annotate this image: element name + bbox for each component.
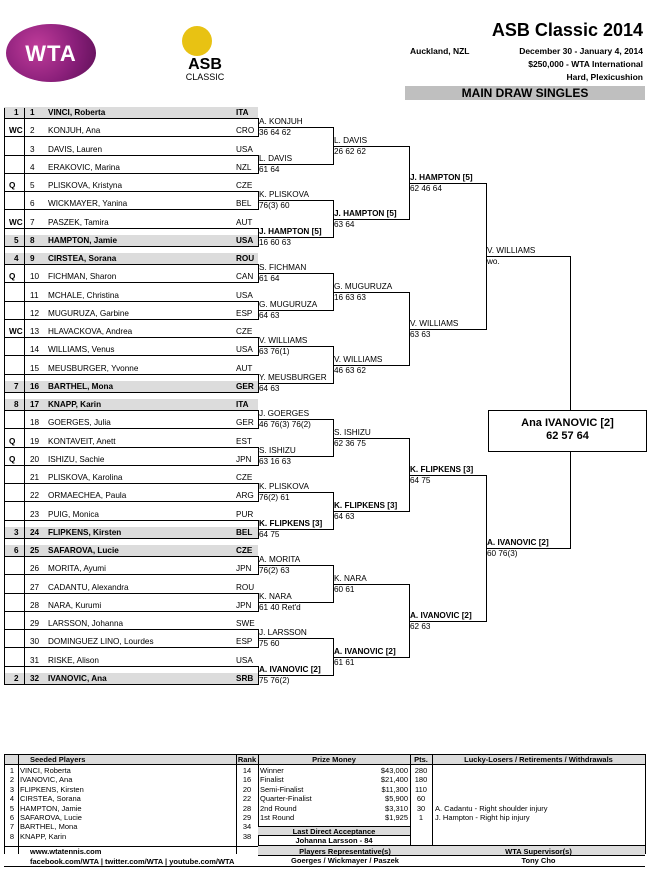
draw-position: 4	[30, 163, 35, 172]
draw-position: 32	[30, 674, 40, 683]
qf-score: 61 61	[334, 658, 355, 667]
r1-line	[4, 447, 258, 448]
champion-box	[488, 410, 647, 452]
draw-position: 19	[30, 437, 40, 446]
r2-winner-name: J. GOERGES	[259, 409, 310, 418]
qf-score: 64 63	[334, 512, 355, 521]
draw-position: 1	[30, 108, 35, 117]
qf-score: 46 63 62	[334, 366, 366, 375]
seed-list-rank: 14	[242, 766, 252, 775]
seed-row-highlight	[4, 673, 258, 684]
entry-type: WC	[9, 327, 23, 336]
qf-winner-name: L. DAVIS	[334, 136, 368, 145]
draw-position: 12	[30, 309, 40, 318]
players-rep-header: Players Representative(s)	[299, 847, 391, 856]
r1-line	[4, 337, 258, 338]
country-code: USA	[236, 656, 253, 665]
country-code: JPN	[236, 601, 252, 610]
country-code: CAN	[236, 272, 254, 281]
seed-list-name: VINCI, Roberta	[20, 766, 71, 775]
seed-row-highlight	[4, 399, 258, 410]
draw-position: 13	[30, 327, 40, 336]
country-code: ITA	[236, 400, 249, 409]
r2-winner-name: V. WILLIAMS	[259, 336, 308, 345]
r1-line	[4, 136, 258, 137]
country-code: GER	[236, 418, 254, 427]
r2-winner-name: A. KONJUH	[259, 117, 303, 126]
draw-position: 3	[30, 145, 35, 154]
sf-winner-name: A. IVANOVIC [2]	[410, 611, 472, 620]
seed-number: 8	[14, 400, 19, 409]
seed-number: 7	[14, 382, 19, 391]
champion-name: Ana IVANOVIC [2]	[521, 417, 614, 429]
seed-list-name: BARTHEL, Mona	[20, 822, 78, 832]
r2-winner-name: Y. MEUSBURGER	[259, 373, 327, 382]
tennis-ball-icon	[182, 26, 212, 56]
country-code: CRO	[236, 126, 255, 135]
r2-score: 61 40 Ret'd	[259, 603, 301, 612]
prize-amount: $1,925	[385, 813, 408, 822]
seed-list-name: HAMPTON, Jamie	[20, 803, 82, 813]
draw-position: 6	[30, 199, 35, 208]
qf-winner-name: K. FLIPKENS [3]	[334, 501, 398, 510]
prize-amount: $11,300	[381, 784, 408, 794]
player-name: WICKMAYER, Yanina	[48, 199, 128, 208]
sf-score: 64 75	[410, 476, 431, 485]
r2-score: 64 63	[259, 311, 280, 320]
prize-round: 2nd Round	[260, 803, 297, 813]
draw-position: 26	[30, 564, 40, 573]
sf-score: 62 46 64	[410, 184, 442, 193]
player-name: BARTHEL, Mona	[48, 382, 114, 391]
footer-border	[4, 764, 645, 765]
r2-winner-name: K. PLISKOVA	[259, 482, 309, 491]
withdrawal-entry: A. Cadantu - Right shoulder injury	[435, 803, 548, 813]
dates: December 30 - January 4, 2014	[519, 46, 643, 56]
r1-line	[4, 574, 258, 575]
player-name: KNAPP, Karin	[48, 400, 102, 409]
r1-line	[4, 501, 258, 502]
seed-list-name: SAFAROVA, Lucie	[20, 813, 82, 822]
location: Auckland, NZL	[410, 46, 470, 56]
r2-score: 36 64 62	[259, 128, 291, 137]
website-link: www.wtatennis.com	[30, 847, 102, 856]
r2-score: 76(2) 61	[259, 493, 290, 502]
finalist-name: V. WILLIAMS	[487, 246, 536, 255]
r2-winner-name: A. IVANOVIC [2]	[259, 665, 321, 674]
r1-line	[4, 264, 258, 265]
player-name: MEUSBURGER, Yvonne	[48, 364, 139, 373]
seed-row-highlight	[4, 235, 258, 246]
seed-list-name: FLIPKENS, Kirsten	[20, 784, 84, 794]
r1-line	[4, 647, 258, 648]
draw-position: 20	[30, 455, 40, 464]
sf-winner-name: V. WILLIAMS	[410, 319, 459, 328]
r2-score: 63 16 63	[259, 457, 291, 466]
last-direct-acceptance: Johanna Larsson - 84	[295, 836, 373, 845]
r1-line	[4, 611, 258, 612]
country-code: JPN	[236, 455, 252, 464]
r2-winner-name: K. NARA	[259, 592, 292, 601]
prize-round: Quarter-Finalist	[260, 794, 312, 804]
player-name: ISHIZU, Sachie	[48, 455, 105, 464]
r1-line	[4, 556, 258, 557]
draw-position: 2	[30, 126, 35, 135]
asb-classic-logo: ASB CLASSIC	[170, 22, 240, 82]
seed-list-number: 8	[9, 831, 15, 841]
r2-winner-name: L. DAVIS	[259, 154, 293, 163]
player-name: HAMPTON, Jamie	[48, 236, 118, 245]
seed-number: 5	[14, 236, 19, 245]
r1-line	[4, 410, 258, 411]
r1-line	[4, 684, 258, 685]
draw-title: MAIN DRAW SINGLES	[405, 86, 645, 100]
country-code: PUR	[236, 510, 254, 519]
r2-score: 75 76(2)	[259, 676, 290, 685]
r2-winner-name: S. FICHMAN	[259, 263, 307, 272]
country-code: ARG	[236, 491, 254, 500]
player-name: VINCI, Roberta	[48, 108, 106, 117]
player-name: PUIG, Monica	[48, 510, 99, 519]
seed-list-number: 6	[9, 813, 15, 822]
r1-line	[4, 520, 258, 521]
country-code: SRB	[236, 674, 254, 683]
social-links: facebook.com/WTA | twitter.com/WTA | youtube.com/WTA	[30, 857, 235, 866]
player-name: FLIPKENS, Kirsten	[48, 528, 122, 537]
country-code: ESP	[236, 309, 253, 318]
r1-line	[4, 301, 258, 302]
country-code: USA	[236, 236, 254, 245]
player-name: PLISKOVA, Kristyna	[48, 181, 123, 190]
prize-round: 1st Round	[260, 813, 295, 822]
r1-line	[4, 246, 258, 247]
country-code: ESP	[236, 637, 253, 646]
country-code: AUT	[236, 364, 253, 373]
player-name: PLISKOVA, Karolina	[48, 473, 123, 482]
country-code: NZL	[236, 163, 252, 172]
player-name: ERAKOVIC, Marina	[48, 163, 120, 172]
surface: Hard, Plexicushion	[566, 72, 643, 82]
country-code: CZE	[236, 546, 253, 555]
qf-winner-name: S. ISHIZU	[334, 428, 371, 437]
country-code: USA	[236, 145, 253, 154]
r1-line	[4, 374, 258, 375]
draw-position: 24	[30, 528, 40, 537]
qf-winner-name: A. IVANOVIC [2]	[334, 647, 396, 656]
seed-list-number: 5	[9, 803, 15, 813]
player-name: MCHALE, Christina	[48, 291, 119, 300]
entry-type: Q	[9, 181, 16, 190]
prize-points: 30	[416, 803, 426, 813]
r2-winner-name: J. HAMPTON [5]	[259, 227, 322, 236]
prize-round: Finalist	[260, 775, 284, 785]
prize-amount: $43,000	[380, 766, 408, 775]
r2-score: 76(3) 60	[259, 201, 290, 210]
player-name: KONTAVEIT, Anett	[48, 437, 116, 446]
footer-divider	[432, 754, 433, 854]
seed-list-number: 2	[9, 775, 15, 785]
draw-position: 11	[30, 291, 39, 300]
r2-score: 16 60 63	[259, 238, 291, 247]
draw-position: 23	[30, 510, 40, 519]
draw-position: 25	[30, 546, 40, 555]
country-code: USA	[236, 291, 253, 300]
country-code: USA	[236, 345, 253, 354]
r2-score: 63 76(1)	[259, 347, 290, 356]
r1-line	[4, 155, 258, 156]
draw-position: 31	[30, 656, 40, 665]
draw-position: 29	[30, 619, 40, 628]
draw-left-border	[4, 108, 5, 685]
r1-line	[4, 629, 258, 630]
draw-position: 17	[30, 400, 40, 409]
withdrawal-entry: J. Hampton - Right hip injury	[435, 813, 530, 822]
player-name: DOMINGUEZ LINO, Lourdes	[48, 637, 154, 646]
country-code: CZE	[236, 327, 253, 336]
seed-number: 1	[14, 108, 19, 117]
r1-line	[4, 191, 258, 192]
country-code: JPN	[236, 564, 252, 573]
r2-winner-name: K. FLIPKENS [3]	[259, 519, 323, 528]
wta-supervisor: Tony Cho	[521, 856, 556, 865]
seed-row-highlight	[4, 381, 258, 392]
seed-list-number: 1	[9, 766, 15, 775]
player-name: DAVIS, Lauren	[48, 145, 103, 154]
prize-points: 1	[418, 813, 424, 822]
seed-list-number: 7	[9, 822, 15, 832]
rank-header: Rank	[237, 755, 257, 764]
draw-position: 15	[30, 364, 40, 373]
country-code: ITA	[236, 108, 249, 117]
draw-position: 5	[30, 181, 35, 190]
seed-list-number: 4	[9, 794, 15, 804]
seed-row-highlight	[4, 107, 258, 118]
seed-row-highlight	[4, 545, 258, 556]
player-name: RISKE, Alison	[48, 656, 99, 665]
country-code: CZE	[236, 473, 253, 482]
seed-number: 4	[14, 254, 19, 263]
seed-list-rank: 38	[242, 831, 252, 841]
seed-list-name: IVANOVIC, Ana	[20, 775, 73, 785]
qf-score: 63 64	[334, 220, 355, 229]
tournament-title: ASB Classic 2014	[491, 20, 643, 40]
player-name: PASZEK, Tamira	[48, 218, 109, 227]
prize-round: Winner	[260, 766, 284, 775]
r1-line	[4, 282, 258, 283]
country-code: EST	[236, 437, 252, 446]
r1-line	[4, 428, 258, 429]
sf-winner-name: K. FLIPKENS [3]	[410, 465, 474, 474]
qf-winner-name: K. NARA	[334, 574, 367, 583]
draw-position: 28	[30, 601, 40, 610]
qf-score: 26 62 62	[334, 147, 366, 156]
country-code: ROU	[236, 254, 255, 263]
qf-winner-name: J. HAMPTON [5]	[334, 209, 397, 218]
r1-line	[4, 483, 258, 484]
lucky-losers-header: Lucky-Losers / Retirements / Withdrawals	[464, 755, 613, 764]
seed-list-name: KNAPP, Karin	[20, 831, 67, 841]
seed-row-highlight	[4, 527, 258, 538]
player-name: IVANOVIC, Ana	[48, 674, 107, 683]
footer-divider	[4, 754, 5, 854]
seed-list-rank: 34	[242, 822, 252, 832]
seed-number: 3	[14, 528, 19, 537]
prize-points: 180	[414, 775, 428, 785]
draw-position: 16	[30, 382, 40, 391]
country-code: GER	[236, 382, 254, 391]
player-name: KONJUH, Ana	[48, 126, 101, 135]
seeded-players-header: Seeded Players	[30, 755, 86, 764]
wta-logo: WTA	[6, 24, 96, 82]
champion-score: 62 57 64	[546, 430, 589, 442]
r1-line	[4, 319, 258, 320]
players-rep: Goerges / Wickmayer / Paszek	[291, 856, 399, 865]
draw-position: 14	[30, 345, 40, 354]
final-connector-top	[570, 256, 571, 410]
seed-list-number: 3	[9, 784, 15, 794]
r1-line	[4, 173, 258, 174]
country-code: CZE	[236, 181, 253, 190]
prize-round: Semi-Finalist	[260, 784, 304, 794]
draw-position: 22	[30, 491, 40, 500]
r1-line	[4, 538, 258, 539]
entry-type: WC	[9, 218, 23, 227]
r2-score: 75 60	[259, 639, 280, 648]
seed-number: 6	[14, 546, 19, 555]
r2-score: 61 64	[259, 165, 280, 174]
footer-divider	[18, 754, 19, 854]
draw-position: 30	[30, 637, 40, 646]
entry-type: Q	[9, 455, 16, 464]
prize-amount: $5,900	[385, 794, 408, 804]
draw-position: 18	[30, 418, 40, 427]
seed-list-name: CIRSTEA, Sorana	[20, 794, 81, 804]
draw-position: 9	[30, 254, 35, 263]
player-name: SAFAROVA, Lucie	[48, 546, 119, 555]
r2-winner-name: J. LARSSON	[259, 628, 307, 637]
country-code: SWE	[236, 619, 255, 628]
r2-winner-name: G. MUGURUZA	[259, 300, 318, 309]
entry-type: Q	[9, 437, 16, 446]
r1-line	[4, 228, 258, 229]
r1-line	[4, 593, 258, 594]
r2-winner-name: K. PLISKOVA	[259, 190, 309, 199]
r1-line	[4, 355, 258, 356]
prize-money-header: Prize Money	[312, 755, 356, 764]
player-name: GOERGES, Julia	[48, 418, 111, 427]
position-column-line	[24, 108, 25, 685]
player-name: FICHMAN, Sharon	[48, 272, 117, 281]
qf-score: 16 63 63	[334, 293, 366, 302]
seed-number: 2	[14, 674, 19, 683]
entry-type: WC	[9, 126, 23, 135]
country-code: ROU	[236, 583, 255, 592]
country-code: AUT	[236, 218, 253, 227]
r2-winner-name: S. ISHIZU	[259, 446, 296, 455]
final-score: 60 76(3)	[487, 549, 518, 558]
draw-position: 7	[30, 218, 35, 227]
player-name: HLAVACKOVA, Andrea	[48, 327, 133, 336]
country-code: BEL	[236, 199, 252, 208]
seed-list-rank: 20	[242, 784, 252, 794]
r1-line	[4, 465, 258, 466]
player-name: LARSSON, Johanna	[48, 619, 124, 628]
points-header: Pts.	[414, 755, 428, 764]
r1-line	[4, 666, 258, 667]
player-name: MUGURUZA, Garbine	[48, 309, 129, 318]
r2-score: 64 75	[259, 530, 280, 539]
seed-list-rank: 16	[242, 775, 252, 785]
prize-points: 280	[414, 766, 428, 775]
seed-list-rank: 29	[242, 813, 252, 822]
r2-winner-name: A. MORITA	[259, 555, 301, 564]
footer-divider	[645, 754, 646, 854]
r1-line	[4, 392, 258, 393]
player-name: NARA, Kurumi	[48, 601, 102, 610]
prize-amount: $21,400	[380, 775, 408, 785]
draw-position: 21	[30, 473, 40, 482]
seed-list-rank: 28	[242, 803, 252, 813]
sf-score: 63 63	[410, 330, 431, 339]
qf-score: 60 61	[334, 585, 355, 594]
qf-score: 62 36 75	[334, 439, 366, 448]
draw-position: 10	[30, 272, 40, 281]
sf-score: 62 63	[410, 622, 431, 631]
prize-points: 60	[416, 794, 426, 804]
footer-border	[4, 866, 645, 867]
r2-score: 46 76(3) 76(2)	[259, 420, 311, 429]
r1-line	[4, 118, 258, 119]
player-name: MORITA, Ayumi	[48, 564, 106, 573]
draw-position: 8	[30, 236, 35, 245]
seed-list-rank: 22	[242, 794, 252, 804]
prize-amount: $3,310	[385, 803, 408, 813]
seed-row-highlight	[4, 253, 258, 264]
draw-position: 27	[30, 583, 40, 592]
qf-winner-name: V. WILLIAMS	[334, 355, 383, 364]
r1-line	[4, 209, 258, 210]
last-direct-acceptance-header: Last Direct Acceptance	[292, 827, 376, 836]
country-code: BEL	[236, 528, 253, 537]
r2-score: 61 64	[259, 274, 280, 283]
r2-score: 64 63	[259, 384, 280, 393]
player-name: CIRSTEA, Sorana	[48, 254, 117, 263]
finalist-name: A. IVANOVIC [2]	[487, 538, 549, 547]
r2-score: 76(2) 63	[259, 566, 290, 575]
player-name: WILLIAMS, Venus	[48, 345, 115, 354]
qf-winner-name: G. MUGURUZA	[334, 282, 393, 291]
final-score: wo.	[487, 257, 500, 266]
prize-category: $250,000 - WTA International	[528, 59, 643, 69]
player-name: ORMAECHEA, Paula	[48, 491, 127, 500]
prize-points: 110	[415, 784, 427, 794]
wta-supervisor-header: WTA Supervisor(s)	[505, 847, 572, 856]
entry-type: Q	[9, 272, 16, 281]
final-connector-bottom	[570, 451, 571, 549]
sf-winner-name: J. HAMPTON [5]	[410, 173, 473, 182]
player-name: CADANTU, Alexandra	[48, 583, 129, 592]
